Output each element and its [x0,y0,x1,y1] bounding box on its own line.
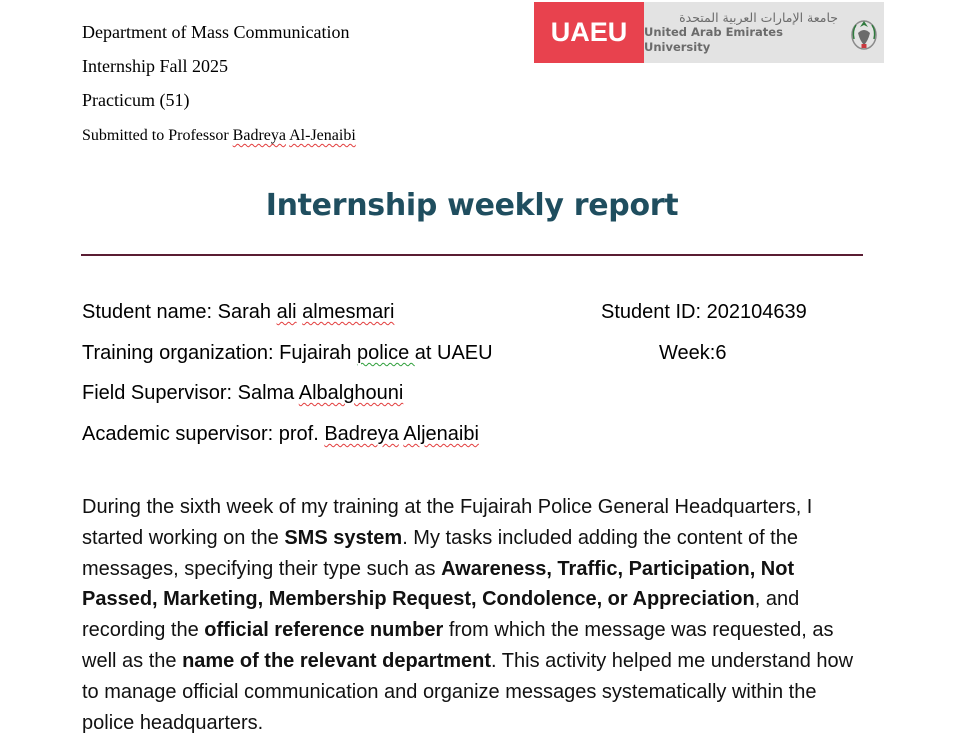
professor-last-name: Al-Jenaibi [289,127,356,144]
training-organization [82,341,493,365]
academic-supervisor [82,422,479,446]
title-divider [81,254,863,256]
uaeu-logo [534,2,884,63]
training-label: Training organization: Fujairah [82,342,357,364]
para-bold-types: Awareness, Traffic, Participation, Not Passed, Marketing, Membership Request, Condolence, or Appreciation [82,557,795,611]
professor-first-name: Badreya [232,127,286,144]
para-bold-sms: SMS system [284,526,403,549]
uaeu-logo-abbr: UAEU [534,2,644,63]
uaeu-arabic-name: جامعة الإمارات العربية المتحدة [679,10,838,25]
para-bold-reference: official reference number [204,619,444,642]
student-name [82,300,394,324]
training-police: police [356,342,415,364]
field-supervisor [82,381,403,405]
course-name: Practicum (51) [82,90,190,110]
uaeu-english-name: United Arab Emirates University [644,25,783,54]
para-bold-department: name of the relevant department [182,649,492,672]
report-paragraph [82,492,872,738]
submitted-to [82,126,356,146]
para-text-1: During the sixth week of my training at the Fujairah Police General Headquarters, I started working on the [82,496,813,549]
internship-term: Internship Fall 2025 [82,56,228,76]
training-rest: at UAEU [414,342,493,364]
field-supervisor-label: Field Supervisor: Salma [82,382,299,404]
para-text-2: . My tasks included adding the content of the messages, specifying their type such as [82,526,798,580]
submitted-prefix: Submitted to Professor [82,127,233,144]
para-text-3: , and recording the [82,588,800,642]
department-name: Department of Mass Communication [82,22,350,42]
para-text-4: from which the message was requested, as well as the [82,619,834,672]
week-number: Week:6 [659,342,727,364]
student-name-middle: ali [276,301,297,323]
field-supervisor-last: Albalghouni [298,382,404,404]
para-text-5: . This activity helped me understand how to manage official communication and organize messages systematically within the police headquarters. [82,649,854,734]
uaeu-logo-text [644,2,844,63]
student-name-label: Student name: Sarah [82,301,277,323]
falcon-emblem-icon [844,2,884,63]
report-title: Internship weekly report [265,188,679,223]
student-name-last: almesmari [302,301,395,323]
academic-supervisor-first: Badreya [324,423,399,445]
student-id: Student ID: 202104639 [601,301,807,323]
academic-supervisor-last: Aljenaibi [403,423,479,445]
academic-supervisor-label: Academic supervisor: prof. [82,423,325,445]
